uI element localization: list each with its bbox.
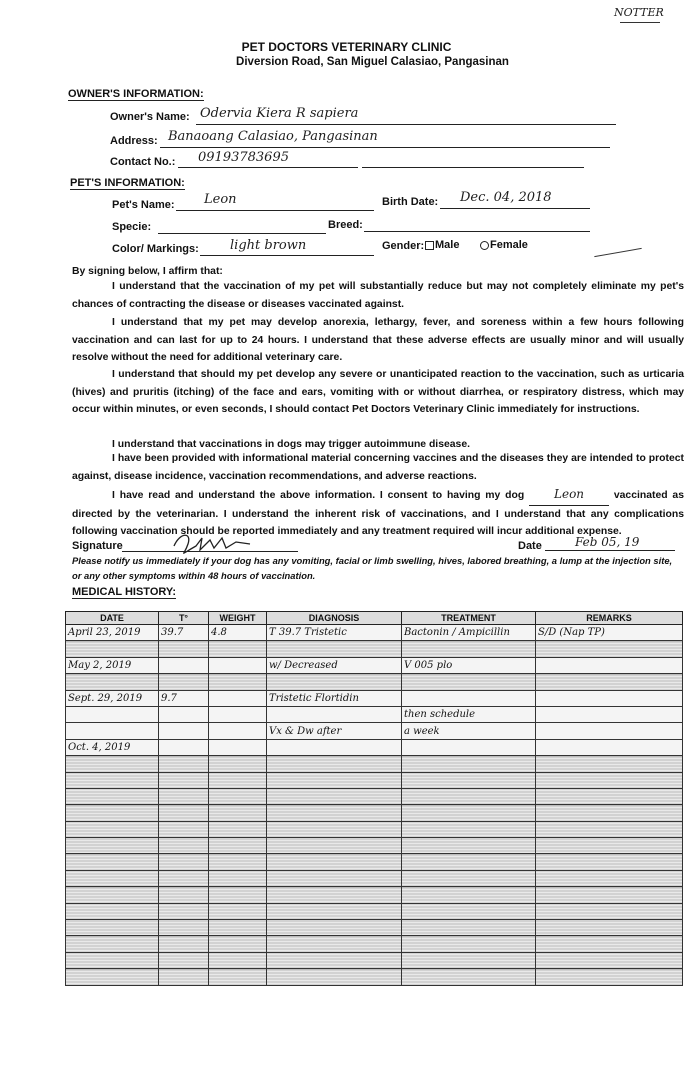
table-row [66, 887, 683, 903]
cell-weight [209, 690, 267, 706]
table-row [66, 854, 683, 870]
cell-diagnosis-value: T 39.7 Tristetic [269, 627, 347, 639]
specie-label: Specie: [112, 221, 152, 233]
cell-remarks [536, 641, 683, 657]
cell-remarks [536, 723, 683, 739]
cell-remarks [536, 936, 683, 952]
cell-diagnosis [267, 854, 402, 870]
table-row [66, 657, 683, 673]
date-value: Feb 05, 19 [575, 535, 640, 549]
cell-treatment [402, 870, 536, 886]
cell-date-value: Sept. 29, 2019 [68, 692, 143, 704]
date-field[interactable] [545, 533, 675, 551]
color-field [200, 236, 374, 256]
owner-name-value: Odervia Kiera R sapiera [200, 106, 359, 121]
cell-temp [159, 854, 209, 870]
cell-temp [159, 903, 209, 919]
cell-diagnosis [267, 641, 402, 657]
cell-remarks [536, 903, 683, 919]
cell-weight [209, 706, 267, 722]
cell-treatment [402, 838, 536, 854]
owner-address-label: Address: [110, 135, 158, 147]
cell-treatment [402, 723, 536, 739]
header-diagnosis: DIAGNOSIS [267, 612, 402, 625]
cell-weight [209, 903, 267, 919]
table-row [66, 739, 683, 755]
cell-remarks [536, 805, 683, 821]
cell-weight [209, 838, 267, 854]
cell-temp [159, 838, 209, 854]
cell-remarks [536, 821, 683, 837]
cell-date [66, 788, 159, 804]
cell-treatment [402, 936, 536, 952]
cell-treatment [402, 674, 536, 690]
male-label: Male [435, 239, 460, 251]
cell-date [66, 969, 159, 985]
cell-treatment [402, 903, 536, 919]
cell-treatment [402, 772, 536, 788]
cell-treatment [402, 788, 536, 804]
cell-weight [209, 969, 267, 985]
cell-diagnosis [267, 690, 402, 706]
clinic-address: Diversion Road, San Miguel Calasiao, Pangasinan [236, 56, 509, 68]
cell-date [66, 739, 159, 755]
consent-paragraph-5: I have been provided with informational material concerning vaccines and the diseases they are intended to protect against, disease incidence, vaccination recommendations, and adverse reactions. [72, 453, 684, 482]
pet-name-value: Leon [204, 192, 237, 207]
cell-date [66, 674, 159, 690]
male-checkbox[interactable] [425, 241, 434, 250]
cell-diagnosis [267, 657, 402, 673]
table-row [66, 788, 683, 804]
table-row [66, 870, 683, 886]
cell-temp [159, 706, 209, 722]
cell-weight [209, 805, 267, 821]
cell-temp [159, 805, 209, 821]
cell-date [66, 952, 159, 968]
cell-temp-value: 39.7 [161, 627, 184, 639]
cell-treatment-value: Bactonin / Ampicillin [404, 627, 510, 639]
owner-address-field [160, 127, 610, 148]
table-row [66, 772, 683, 788]
cell-temp [159, 674, 209, 690]
cell-treatment [402, 920, 536, 936]
cell-weight [209, 870, 267, 886]
cell-date-value: May 2, 2019 [68, 659, 132, 671]
cell-diagnosis [267, 903, 402, 919]
cell-temp [159, 887, 209, 903]
breed-field [364, 213, 590, 232]
cell-treatment-value: V 005 plo [404, 659, 453, 671]
cell-weight [209, 756, 267, 772]
cell-weight [209, 625, 267, 641]
table-row [66, 756, 683, 772]
cell-treatment [402, 706, 536, 722]
consent-paragraph-3: I understand that should my pet develop any severe or unanticipated reaction to the vaccination, such as urticaria (hives) and pruritis (itching) of the face and ears, vomiting with or without diarrhea, or respiratory distress, which may occur within minutes, or even seconds, I should contact Pet Doctors Veterinary Clinic immediately for instructions. [72, 369, 684, 415]
cell-date [66, 690, 159, 706]
cell-remarks [536, 706, 683, 722]
cell-temp [159, 756, 209, 772]
birth-date-field [440, 188, 590, 209]
header-date: DATE [66, 612, 159, 625]
cell-weight [209, 936, 267, 952]
table-row [66, 838, 683, 854]
cell-date [66, 706, 159, 722]
specie-field [158, 215, 326, 234]
cell-temp [159, 739, 209, 755]
table-row [66, 903, 683, 919]
cell-remarks [536, 690, 683, 706]
cell-temp-value: 9.7 [161, 692, 177, 704]
cell-diagnosis [267, 674, 402, 690]
table-row [66, 625, 683, 641]
cell-weight [209, 723, 267, 739]
cell-treatment [402, 625, 536, 641]
cell-date [66, 657, 159, 673]
header-treatment: TREATMENT [402, 612, 536, 625]
header-weight: WEIGHT [209, 612, 267, 625]
cell-weight [209, 887, 267, 903]
cell-diagnosis [267, 870, 402, 886]
cell-weight [209, 657, 267, 673]
cell-treatment [402, 952, 536, 968]
cell-temp [159, 920, 209, 936]
medical-section-title: MEDICAL HISTORY: [72, 586, 177, 598]
cell-date [66, 887, 159, 903]
cell-diagnosis-value: Vx & Dw after [269, 725, 342, 737]
consent-paragraph-2: I understand that my pet may develop anorexia, lethargy, fever, and soreness within a few hours following vaccination and can last for up to 24 hours. I understand that these adverse effects are usually minor and will usually resolve without the need for additional veterinary care. [72, 317, 684, 363]
cell-diagnosis [267, 788, 402, 804]
table-row [66, 723, 683, 739]
owner-contact-label: Contact No.: [110, 156, 176, 168]
cell-diagnosis [267, 706, 402, 722]
cell-diagnosis [267, 920, 402, 936]
cell-remarks [536, 739, 683, 755]
cell-date [66, 936, 159, 952]
cell-temp [159, 969, 209, 985]
color-label: Color/ Markings: [112, 243, 199, 255]
cell-remarks [536, 788, 683, 804]
cell-treatment [402, 739, 536, 755]
table-row [66, 674, 683, 690]
consent-paragraph-1: I understand that the vaccination of my pet will substantially reduce but may not completely eliminate my pet's chances of contracting the disease or diseases vaccinated against. [72, 281, 684, 310]
cell-temp [159, 788, 209, 804]
table-row [66, 936, 683, 952]
cell-temp [159, 657, 209, 673]
corner-underline [620, 22, 660, 23]
owner-contact-field-2 [362, 148, 584, 168]
cell-weight [209, 772, 267, 788]
cell-diagnosis [267, 805, 402, 821]
date-label: Date [518, 540, 542, 552]
table-row [66, 969, 683, 985]
header-temp: T° [159, 612, 209, 625]
cell-diagnosis [267, 625, 402, 641]
cell-date [66, 821, 159, 837]
cell-diagnosis [267, 936, 402, 952]
cell-diagnosis [267, 739, 402, 755]
consent-paragraph-6: I have read and understand the above information. I consent to having my dog Leon vaccinated as directed by the veterinarian. I understand the inherent risk of vaccinations, and I understand that any complications following vaccination should be reported immediately and any treatment required will incur additional expense. [72, 487, 684, 537]
table-row [66, 641, 683, 657]
table-row [66, 805, 683, 821]
cell-temp [159, 690, 209, 706]
corner-note: NOTTER [614, 6, 664, 19]
cell-date [66, 641, 159, 657]
cell-weight [209, 641, 267, 657]
cell-remarks [536, 870, 683, 886]
cell-diagnosis [267, 952, 402, 968]
cell-date [66, 870, 159, 886]
owner-contact-value: 09193783695 [198, 150, 289, 165]
female-checkbox[interactable] [480, 241, 489, 250]
cell-temp [159, 952, 209, 968]
disclaimer: Please notify us immediately if your dog has any vomiting, facial or limb swelling, hives, labored breathing, a lump at the injection site, or any other symptoms within 48 hours of vaccination. [72, 555, 673, 581]
cell-diagnosis [267, 821, 402, 837]
owner-section-title: OWNER'S INFORMATION: [68, 88, 204, 100]
cell-treatment [402, 854, 536, 870]
cell-diagnosis-value: Tristetic Flortidin [269, 692, 359, 704]
cell-treatment-value: then schedule [404, 709, 476, 721]
cell-remarks [536, 952, 683, 968]
cell-treatment [402, 657, 536, 673]
cell-date [66, 723, 159, 739]
cell-temp [159, 772, 209, 788]
cell-date [66, 838, 159, 854]
cell-remarks-value: S/D (Nap TP) [538, 627, 605, 639]
cell-date [66, 920, 159, 936]
cell-weight [209, 821, 267, 837]
cell-temp [159, 723, 209, 739]
cell-treatment-value: a week [404, 725, 440, 737]
cell-date-value: April 23, 2019 [68, 627, 141, 639]
cell-weight [209, 739, 267, 755]
birth-date-label: Birth Date: [382, 196, 439, 208]
cell-weight [209, 674, 267, 690]
cell-weight [209, 854, 267, 870]
cell-treatment [402, 969, 536, 985]
table-row [66, 706, 683, 722]
cell-temp [159, 936, 209, 952]
cell-remarks [536, 625, 683, 641]
cell-weight [209, 952, 267, 968]
pet-name-field [176, 190, 374, 211]
owner-address-value: Banaoang Calasiao, Pangasinan [168, 129, 378, 144]
cell-temp [159, 821, 209, 837]
cell-diagnosis [267, 969, 402, 985]
cell-remarks [536, 920, 683, 936]
consent-pet-name: Leon [554, 487, 585, 501]
color-value: light brown [230, 238, 307, 253]
cell-treatment [402, 690, 536, 706]
cell-treatment [402, 805, 536, 821]
breed-label: Breed: [328, 219, 363, 231]
cell-remarks [536, 657, 683, 673]
owner-name-label: Owner's Name: [110, 111, 190, 123]
cell-date [66, 903, 159, 919]
cell-date [66, 772, 159, 788]
cell-date-value: Oct. 4, 2019 [68, 741, 131, 753]
cell-diagnosis [267, 723, 402, 739]
owner-name-field [196, 104, 616, 125]
cell-diagnosis [267, 756, 402, 772]
table-row [66, 690, 683, 706]
header-remarks: REMARKS [536, 612, 683, 625]
cell-temp [159, 625, 209, 641]
cell-diagnosis [267, 772, 402, 788]
owner-contact-field [178, 148, 358, 168]
consent-intro: By signing below, I affirm that: [72, 266, 223, 277]
stray-pen-mark [594, 248, 641, 257]
cell-remarks [536, 772, 683, 788]
cell-treatment [402, 756, 536, 772]
cell-treatment [402, 641, 536, 657]
cell-remarks [536, 969, 683, 985]
cell-remarks [536, 887, 683, 903]
cell-diagnosis-value: w/ Decreased [269, 659, 338, 671]
cell-diagnosis [267, 838, 402, 854]
cell-remarks [536, 838, 683, 854]
cell-weight [209, 788, 267, 804]
cell-date [66, 854, 159, 870]
table-row [66, 821, 683, 837]
cell-diagnosis [267, 887, 402, 903]
cell-remarks [536, 674, 683, 690]
clinic-name: PET DOCTORS VETERINARY CLINIC [241, 40, 452, 54]
consent-paragraph-4: I understand that vaccinations in dogs may trigger autoimmune disease. [112, 439, 470, 450]
pet-section-title: PET'S INFORMATION: [70, 177, 185, 189]
pet-name-label: Pet's Name: [112, 199, 175, 211]
female-label: Female [490, 239, 528, 251]
cell-treatment [402, 887, 536, 903]
cell-remarks [536, 854, 683, 870]
table-header-row [66, 612, 683, 625]
cell-weight [209, 920, 267, 936]
table-row [66, 952, 683, 968]
medical-history-table [65, 611, 683, 986]
cell-date [66, 756, 159, 772]
signature-label: Signature [72, 540, 123, 552]
birth-date-value: Dec. 04, 2018 [460, 190, 552, 205]
cell-date [66, 625, 159, 641]
cell-weight-value: 4.8 [211, 627, 227, 639]
gender-label: Gender: [382, 240, 425, 252]
cell-remarks [536, 756, 683, 772]
table-row [66, 920, 683, 936]
cell-date [66, 805, 159, 821]
cell-temp [159, 870, 209, 886]
cell-treatment [402, 821, 536, 837]
cell-temp [159, 641, 209, 657]
